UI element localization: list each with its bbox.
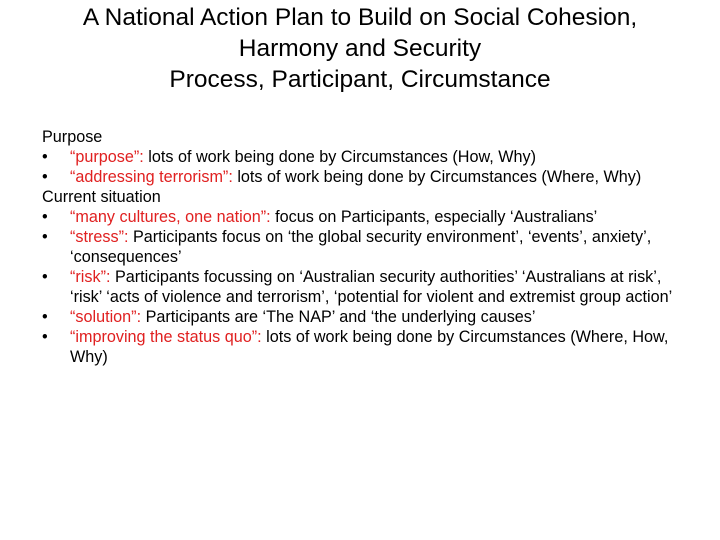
bullet-text: lots of work being done by Circumstances (Where, How, Why) <box>70 328 669 366</box>
title-line-1: A National Action Plan to Build on Social Cohesion, <box>82 4 638 31</box>
title-line-2: Harmony and Security <box>238 35 482 62</box>
bullet-key-phrase: “purpose”: <box>70 148 144 166</box>
current-situation-bullet-list <box>42 207 692 367</box>
bullet-text: Participants focussing on ‘Australian security authorities’ ‘Australians at risk’, ‘risk’ ‘acts of violence and terrorism’, ‘potential for violent and extremist group action’ <box>70 268 673 306</box>
bullet-key-phrase: “improving the status quo”: <box>70 328 262 346</box>
bullet-text: lots of work being done by Circumstances (Where, Why) <box>232 168 642 186</box>
bullet-icon: • <box>42 168 48 186</box>
title-line-3: Process, Participant, Circumstance <box>169 66 551 93</box>
bullet-key-phrase: “solution”: <box>70 308 142 326</box>
bullet-text: Participants focus on ‘the global security environment’, ‘events’, anxiety’, ‘consequences’ <box>70 228 652 266</box>
bullet-text: Participants are ‘The NAP’ and ‘the underlying causes’ <box>141 308 536 326</box>
slide-body <box>42 127 692 367</box>
list-item <box>42 307 692 327</box>
bullet-key-phrase: “many cultures, one nation”: <box>70 208 271 226</box>
bullet-key-phrase: “addressing terrorism”: <box>70 168 233 186</box>
list-item <box>42 167 692 187</box>
list-item <box>42 147 692 167</box>
bullet-key-phrase: “stress”: <box>70 228 129 246</box>
bullet-icon: • <box>42 228 48 246</box>
list-item <box>42 327 692 367</box>
list-item <box>42 267 692 307</box>
section-heading-current-situation: Current situation <box>42 188 161 206</box>
bullet-text: lots of work being done by Circumstances (How, Why) <box>143 148 537 166</box>
slide-title <box>40 2 680 95</box>
bullet-icon: • <box>42 308 48 326</box>
list-item <box>42 227 692 267</box>
purpose-bullet-list <box>42 147 692 187</box>
bullet-icon: • <box>42 328 48 346</box>
bullet-key-phrase: “risk”: <box>70 268 111 286</box>
bullet-text: focus on Participants, especially ‘Australians’ <box>270 208 598 226</box>
bullet-icon: • <box>42 148 48 166</box>
list-item <box>42 207 692 227</box>
bullet-icon: • <box>42 268 48 286</box>
bullet-icon: • <box>42 208 48 226</box>
section-heading-purpose: Purpose <box>42 128 103 146</box>
